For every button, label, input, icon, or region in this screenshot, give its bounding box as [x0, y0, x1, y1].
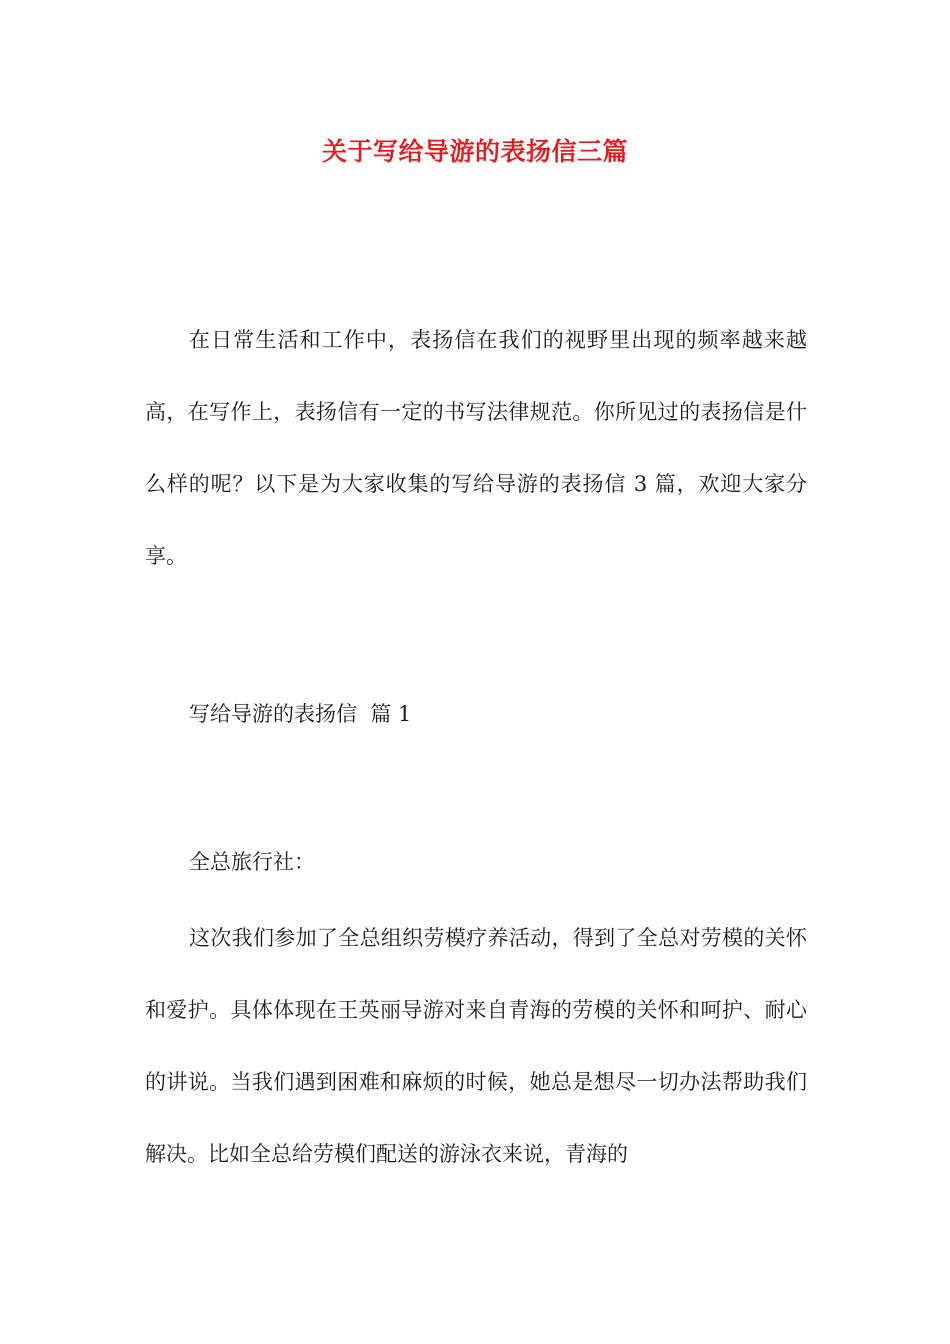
letter-body-paragraph: 这次我们参加了全总组织劳模疗养活动，得到了全总对劳模的关怀和爱护。具体体现在王英丽导游对来自青海的劳模的关怀和呵护、耐心的讲说。当我们遇到困难和麻烦的时候，她总是想尽一切办法帮助我们解决。比如全总给劳模们配送的游泳衣来说，青海的 — [145, 926, 807, 1166]
section-1-heading: 写给导游的表扬信 篇 1 — [189, 702, 412, 726]
intro-paragraph: 在日常生活和工作中，表扬信在我们的视野里出现的频率越来越高，在写作上，表扬信有一定的书写法律规范。你所见过的表扬信是什么样的呢？以下是为大家收集的写给导游的表扬信 3 篇，欢迎大家分享。 — [145, 328, 807, 568]
salutation-line: 全总旅行社： — [189, 850, 315, 874]
document-title: 关于写给导游的表扬信三篇 — [321, 137, 628, 166]
